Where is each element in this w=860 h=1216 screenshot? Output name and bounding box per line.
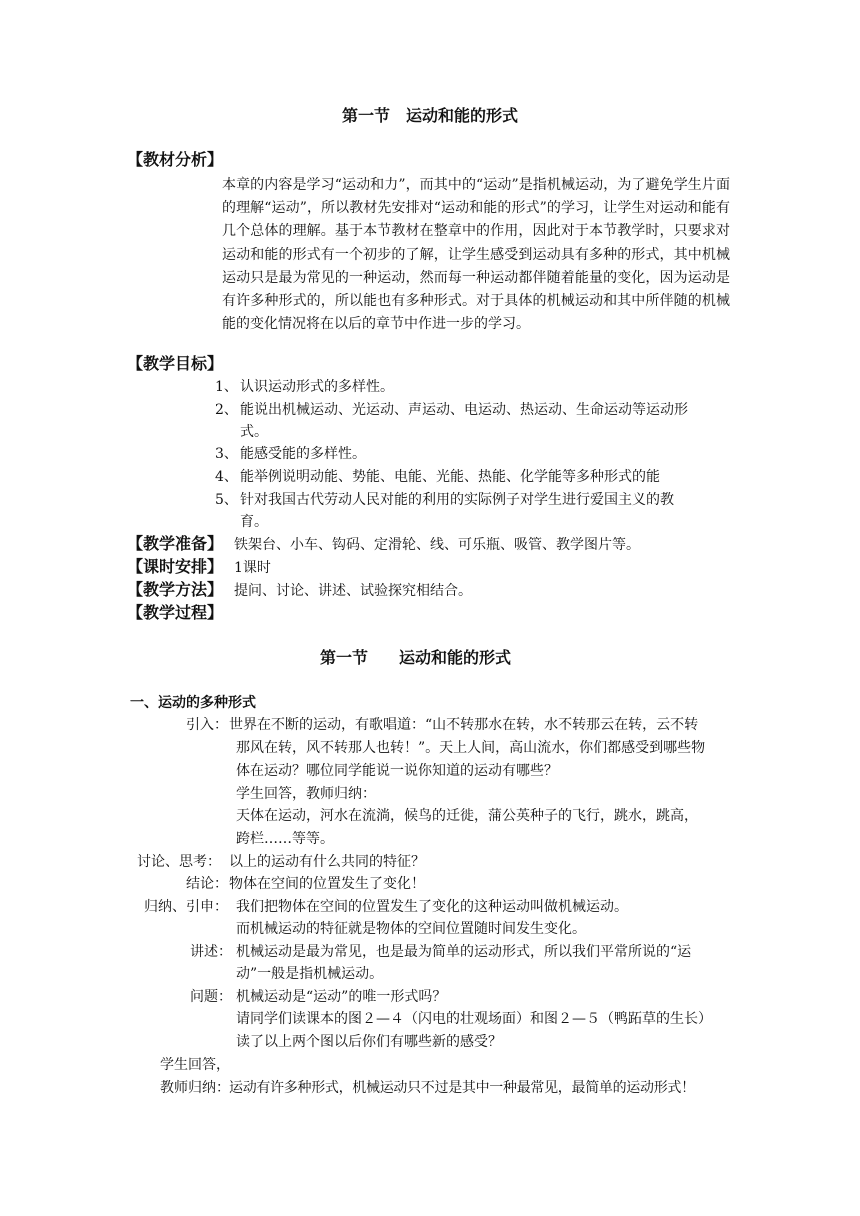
prep-text: 铁架台、小车、钩码、定滑轮、线、可乐瓶、吸管、教学图片等。: [234, 537, 640, 553]
objective-text-5-cont: 育。: [240, 514, 268, 530]
teacher-label: 教师归纳：: [160, 1080, 230, 1096]
question-line-3: 读了以上两个图以后你们有哪些新的感受？: [236, 1034, 502, 1050]
objective-text-2-cont: 式。: [240, 424, 268, 440]
conclusion-label: 结论：: [186, 876, 228, 892]
intro-line-3: 体在运动？哪位同学能说一说你知道的运动有哪些？: [236, 763, 558, 779]
question-label: 问题：: [190, 989, 232, 1005]
narrate-line-2: 动”一般是指机械运动。: [236, 966, 384, 982]
intro-line-2: 那风在转，风不转那人也转！”。天上人间，高山流水，你们都感受到哪些物: [236, 740, 706, 756]
objective-text-2: 能说出机械运动、光运动、声运动、电运动、热运动、生命运动等运动形: [240, 402, 688, 418]
method-heading: 【教学方法】: [127, 580, 224, 599]
objective-num-2: 2、: [215, 402, 238, 418]
discuss-label: 讨论、思考：: [137, 854, 221, 870]
narrate-line-1: 机械运动是最为常见，也是最为简单的运动形式，所以我们平常所说的“运: [236, 944, 692, 960]
objective-num-3: 3、: [215, 446, 238, 462]
intro-label: 引入：: [186, 717, 228, 733]
section-title-part2: 运动和能的形式: [399, 648, 512, 667]
objective-text-3: 能感受能的多样性。: [240, 446, 366, 462]
section-title-part1: 第一节: [320, 648, 369, 667]
objective-num-5: 5、: [215, 492, 238, 508]
hours-heading: 【课时安排】: [127, 557, 224, 576]
part1-heading: 一、运动的多种形式: [130, 695, 256, 711]
induce-label: 归纳、引申：: [144, 899, 228, 915]
objective-text-1: 认识运动形式的多样性。: [240, 379, 394, 395]
objective-text-5: 针对我国古代劳动人民对能的利用的实际例子对学生进行爱国主义的教: [240, 492, 674, 508]
process-heading: 【教学过程】: [127, 603, 224, 622]
induce-line-2: 而机械运动的特征就是物体的空间位置随时间发生变化。: [236, 921, 586, 937]
student-answer: 学生回答，: [160, 1057, 230, 1073]
question-line-1: 机械运动是“运动”的唯一形式吗？: [236, 989, 447, 1005]
question-line-2: 请同学们读课本的图２—４（闪电的壮观场面）和图２—５（鸭跖草的生长）: [236, 1011, 712, 1027]
analysis-text: 本章的内容是学习“运动和力”，而其中的“运动”是指机械运动，为了避免学生片面的理解“运动”，所以教材先安排对“运动和能的形式”的学习，让学生对运动和能有几个总体的理解。基于本节教材在整章中的作用，因此对于本节教学时，只要求对运动和能的形式有一个初步的了解，让学生感受到运动具有多种的形式，其中机械运动只是最为常见的一种运动，然而每一种运动都伴随着能量的变化，因为运动是有许多种形式的，所以能也有多种形式。对于具体的机械运动和其中所伴随的机械能的变化情况将在以后的章节中作进一步的学习。: [222, 177, 730, 333]
objectives-heading: 【教学目标】: [127, 354, 224, 373]
hours-text: 1课时: [234, 560, 271, 576]
teacher-text: 运动有许多种形式，机械运动只不过是其中一种最常见，最简单的运动形式！: [229, 1080, 695, 1096]
objective-num-1: 1、: [215, 379, 238, 395]
objective-num-4: 4、: [215, 469, 238, 485]
examples-line-1: 天体在运动，河水在流淌，候鸟的迁徙，蒲公英种子的飞行，跳水，跳高，: [236, 808, 698, 824]
method-text: 提问、讨论、讲述、试验探究相结合。: [234, 583, 472, 599]
induce-line-1: 我们把物体在空间的位置发生了变化的这种运动叫做机械运动。: [236, 899, 628, 915]
objective-text-4: 能举例说明动能、势能、电能、光能、热能、化学能等多种形式的能: [240, 469, 660, 485]
conclusion-text: 物体在空间的位置发生了变化！: [229, 876, 425, 892]
discuss-text: 以上的运动有什么共同的特征？: [229, 854, 425, 870]
examples-line-2: 跨栏……等等。: [236, 831, 334, 847]
intro-line-1: 世界在不断的运动，有歌唱道：“山不转那水在转，水不转那云在转，云不转: [229, 717, 699, 733]
student-answer-line: 学生回答，教师归纳：: [236, 786, 376, 802]
narrate-label: 讲述：: [190, 944, 232, 960]
page-title: 第一节 运动和能的形式: [342, 106, 519, 125]
analysis-heading: 【教材分析】: [127, 150, 224, 169]
prep-heading: 【教学准备】: [127, 534, 224, 553]
